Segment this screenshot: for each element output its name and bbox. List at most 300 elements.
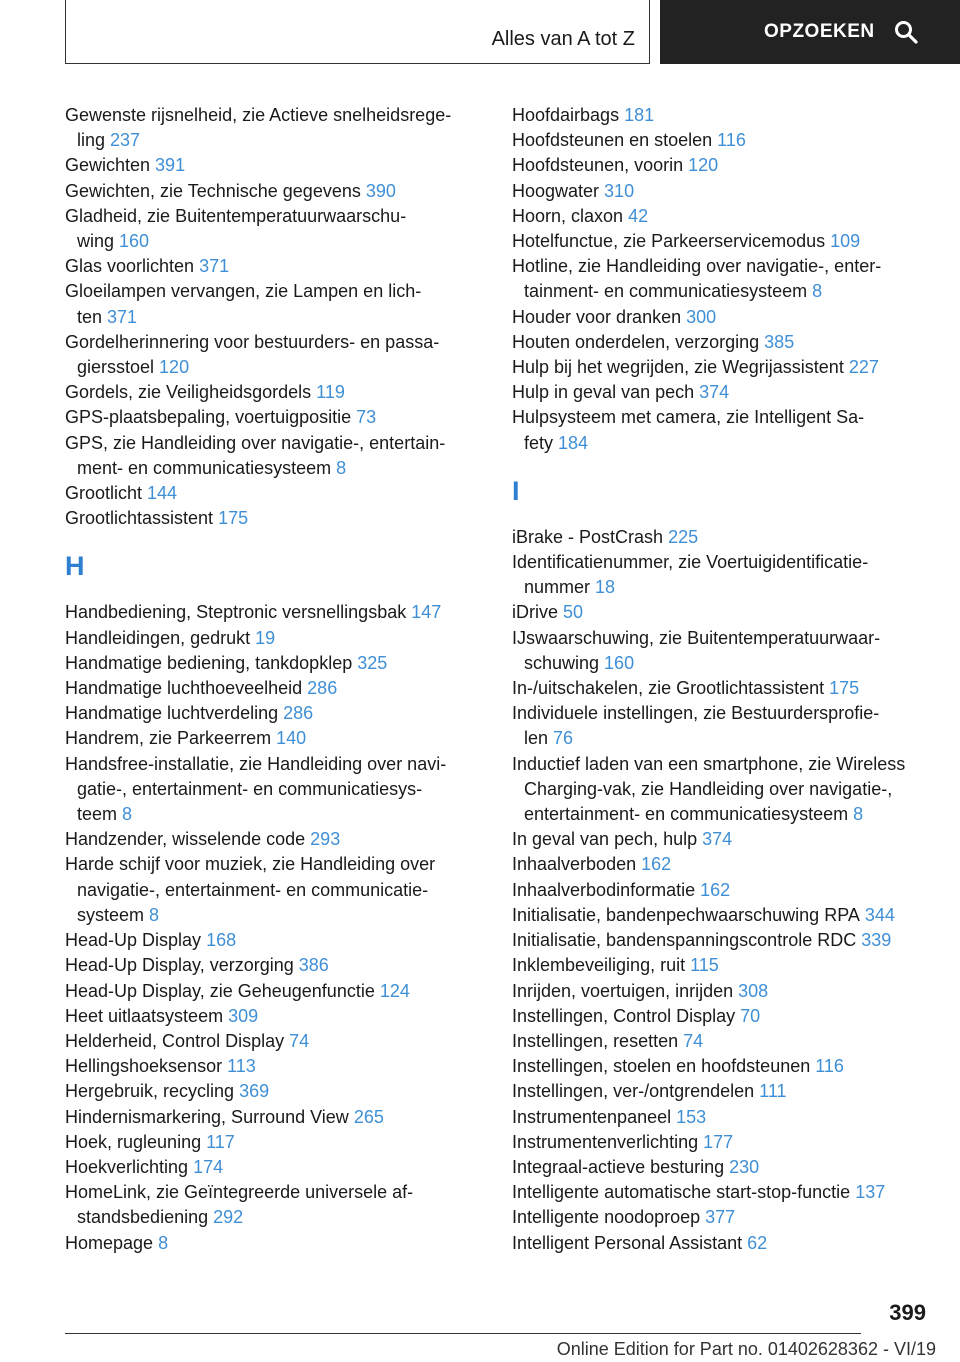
- page-link[interactable]: 8: [336, 457, 347, 478]
- page-link[interactable]: 147: [411, 602, 442, 623]
- index-entry-line: [512, 777, 932, 802]
- page-link[interactable]: 162: [641, 854, 672, 875]
- index-entry: [65, 330, 480, 380]
- index-entry-line: [65, 456, 480, 481]
- index-entry: [512, 254, 932, 304]
- page-link[interactable]: 227: [848, 357, 879, 378]
- index-entry-line: [65, 128, 480, 153]
- page-link[interactable]: 286: [307, 678, 338, 699]
- index-entry-text: Hindernismarkering, Surround View: [65, 1106, 349, 1127]
- page-link[interactable]: 230: [729, 1156, 760, 1177]
- index-entry-text: Head-Up Display: [65, 930, 202, 951]
- index-entry-text: Gloeilampen vervangen, zie Lampen en lich-: [65, 281, 422, 302]
- page-link[interactable]: 237: [110, 130, 141, 151]
- page-link[interactable]: 177: [703, 1131, 734, 1152]
- index-entry-text: tainment- en communicatiesysteem: [524, 281, 808, 302]
- index-entry-line: [65, 928, 480, 953]
- page-link[interactable]: 50: [563, 602, 584, 623]
- index-entry-text: len: [524, 728, 549, 749]
- index-entry: [65, 279, 480, 329]
- index-entry-line: [512, 626, 932, 651]
- index-entry: [65, 405, 480, 430]
- index-entry: [512, 204, 932, 229]
- index-entry-text: Instellingen, Control Display: [512, 1005, 736, 1026]
- index-entry-line: [512, 953, 932, 978]
- index-entry-text: Handsfree-installatie, zie Handleiding over navi-: [65, 753, 447, 774]
- index-entry-line: [65, 1205, 480, 1230]
- index-entry: [512, 1079, 932, 1104]
- index-entry-line: [512, 254, 932, 279]
- index-entry-text: Grootlicht: [65, 483, 143, 504]
- page-link[interactable]: 168: [206, 930, 237, 951]
- index-entry: [512, 979, 932, 1004]
- index-entry-text: Handbediening, Steptronic versnellingsbak: [65, 602, 407, 623]
- index-entry: [512, 1231, 932, 1256]
- index-entry: [512, 626, 932, 676]
- page-link[interactable]: 160: [604, 652, 635, 673]
- index-entry-text: In geval van pech, hulp: [512, 829, 698, 850]
- index-entry-line: [512, 405, 932, 430]
- index-entry-text: Glas voorlichten: [65, 256, 195, 277]
- index-entry-line: [512, 525, 932, 550]
- index-entry-line: [512, 380, 932, 405]
- page-link[interactable]: 339: [861, 930, 892, 951]
- index-entry-line: [512, 701, 932, 726]
- index-entry: [512, 827, 932, 852]
- index-entry-line: [65, 676, 480, 701]
- index-entry: [65, 103, 480, 153]
- index-entry-line: [512, 1105, 932, 1130]
- index-entry-text: GPS, zie Handleiding over navigatie-, entertain-: [65, 432, 446, 453]
- page-link[interactable]: 120: [688, 155, 719, 176]
- page-link[interactable]: 137: [855, 1182, 886, 1203]
- index-entry: [512, 878, 932, 903]
- index-entry-line: [65, 330, 480, 355]
- page-link[interactable]: 371: [107, 306, 138, 327]
- index-entry-line: [65, 852, 480, 877]
- index-entry: [512, 550, 932, 600]
- page-link[interactable]: 76: [553, 728, 574, 749]
- index-entry-line: [65, 878, 480, 903]
- index-entry-line: [65, 979, 480, 1004]
- index-entry: [512, 405, 932, 455]
- page-link[interactable]: 374: [699, 382, 730, 403]
- page-link[interactable]: 181: [624, 105, 655, 125]
- index-entry-line: [512, 1180, 932, 1205]
- page-link[interactable]: 344: [864, 904, 895, 925]
- index-entry-line: [512, 1029, 932, 1054]
- index-entry-text: HomeLink, zie Geïntegreerde universele af-: [65, 1182, 414, 1203]
- index-entry: [512, 179, 932, 204]
- index-entry: [65, 1180, 480, 1230]
- index-entry-text: Inrijden, voertuigen, inrijden: [512, 980, 734, 1001]
- index-entry-text: Hellingshoeksensor: [65, 1056, 223, 1077]
- index-entry: [65, 1105, 480, 1130]
- index-column-left: [65, 103, 480, 1256]
- index-entry: [512, 355, 932, 380]
- index-entry-line: [512, 1205, 932, 1230]
- index-entry: [512, 701, 932, 751]
- index-entry-text: Hoofdsteunen en stoelen: [512, 130, 713, 151]
- footer-divider: [65, 1333, 861, 1334]
- section-letter: I: [512, 475, 520, 506]
- index-entry-line: [65, 1004, 480, 1029]
- index-entry-text: Hulpsysteem met camera, zie Intelligent Sa-: [512, 407, 865, 428]
- index-entry-text: fety: [524, 432, 554, 453]
- index-entry-line: [65, 827, 480, 852]
- index-entry-text: Homepage: [65, 1232, 154, 1253]
- page-link[interactable]: 265: [353, 1106, 384, 1127]
- page-link[interactable]: 325: [357, 652, 388, 673]
- index-entry-text: Hoorn, claxon: [512, 205, 624, 226]
- index-entry-text: Gladheid, zie Buitentemperatuurwaarschu-: [65, 205, 407, 226]
- page-link[interactable]: 162: [700, 879, 731, 900]
- index-entry: [512, 1105, 932, 1130]
- page-link[interactable]: 374: [702, 829, 733, 850]
- index-entry-text: Houder voor dranken: [512, 306, 682, 327]
- index-entry-text: iBrake - PostCrash: [512, 526, 664, 547]
- index-entry-line: [65, 355, 480, 380]
- page-link[interactable]: 310: [604, 180, 635, 201]
- index-entry-line: [512, 128, 932, 153]
- index-entry-text: Hotelfunctue, zie Parkeerservicemodus: [512, 231, 826, 252]
- page-link[interactable]: 175: [218, 508, 249, 529]
- index-entry-line: [512, 600, 932, 625]
- index-entry-text: iDrive: [512, 602, 559, 623]
- index-entry-line: [512, 1231, 932, 1256]
- index-entry-line: [65, 903, 480, 928]
- page-link[interactable]: 175: [829, 678, 860, 699]
- index-entry-line: [512, 575, 932, 600]
- index-entry-text: Harde schijf voor muziek, zie Handleiding over: [65, 854, 436, 875]
- index-entry-text: Helderheid, Control Display: [65, 1030, 285, 1051]
- index-entry-text: Instrumentenverlichting: [512, 1131, 699, 1152]
- index-entry: [65, 979, 480, 1004]
- index-entry-text: teem: [77, 804, 118, 825]
- index-entry-text: Hergebruik, recycling: [65, 1081, 235, 1102]
- search-icon: [893, 19, 919, 45]
- index-entry: [512, 600, 932, 625]
- page-link[interactable]: 73: [356, 407, 377, 428]
- index-entry: [65, 1029, 480, 1054]
- index-entry-text: Hotline, zie Handleiding over navigatie-, enter-: [512, 256, 882, 277]
- page-link[interactable]: 386: [298, 955, 329, 976]
- page-link[interactable]: 115: [690, 955, 719, 976]
- index-entry: [65, 726, 480, 751]
- index-entry-text: schuwing: [524, 652, 600, 673]
- index-entry-line: [65, 1105, 480, 1130]
- page-link[interactable]: 111: [759, 1081, 787, 1102]
- index-entry-text: giersstoel: [77, 357, 155, 378]
- page-link[interactable]: 385: [764, 331, 795, 352]
- index-entry: [65, 676, 480, 701]
- index-entry-line: [65, 229, 480, 254]
- page-link[interactable]: 309: [228, 1005, 259, 1026]
- index-entry: [512, 153, 932, 178]
- page-link[interactable]: 292: [213, 1207, 244, 1228]
- index-entry-text: Instellingen, resetten: [512, 1030, 679, 1051]
- page-link[interactable]: 390: [365, 180, 396, 201]
- page-link[interactable]: 117: [206, 1131, 235, 1152]
- index-entry-line: [65, 279, 480, 304]
- index-entry: [65, 928, 480, 953]
- index-entry: [65, 1004, 480, 1029]
- page-link[interactable]: 18: [595, 577, 616, 598]
- index-entry: [65, 1079, 480, 1104]
- index-entry-text: systeem: [77, 904, 145, 925]
- page-number: 399: [889, 1300, 926, 1325]
- footer-edition-text: Online Edition for Part no. 01402628362 - VI/19: [556, 1339, 936, 1359]
- page-link[interactable]: 8: [122, 804, 133, 825]
- index-entry: [65, 1231, 480, 1256]
- index-entry: [512, 903, 932, 928]
- index-entry: [512, 852, 932, 877]
- index-entry-text: Handmatige luchtverdeling: [65, 703, 279, 724]
- index-entry-line: [65, 651, 480, 676]
- page-link[interactable]: 116: [815, 1056, 844, 1077]
- index-entry: [512, 953, 932, 978]
- index-entry-line: [512, 928, 932, 953]
- index-entry-text: In-/uitschakelen, zie Grootlichtassistent: [512, 678, 825, 699]
- index-entry-text: Hoofdsteunen, voorin: [512, 155, 684, 176]
- index-entry-line: [65, 506, 480, 531]
- index-entry-line: [65, 380, 480, 405]
- page-link[interactable]: 8: [158, 1232, 169, 1253]
- index-entry-line: [65, 153, 480, 178]
- index-entry-line: [512, 726, 932, 751]
- index-entry-line: [512, 431, 932, 456]
- index-entry: [65, 651, 480, 676]
- page-link[interactable]: 70: [740, 1005, 761, 1026]
- page-link[interactable]: 184: [558, 432, 589, 453]
- index-entry-line: [512, 355, 932, 380]
- page-link[interactable]: 42: [628, 205, 649, 226]
- page-link[interactable]: 109: [830, 231, 861, 252]
- page-link[interactable]: 174: [193, 1156, 224, 1177]
- index-entry: [512, 1130, 932, 1155]
- index-entry-text: Handzender, wisselende code: [65, 829, 306, 850]
- index-entry-text: Gewenste rijsnelheid, zie Actieve snelheidsrege-: [65, 105, 452, 125]
- index-entry-text: standsbediening: [77, 1207, 209, 1228]
- index-entry-text: IJswaarschuwing, zie Buitentemperatuurwaar-: [512, 627, 881, 648]
- page-link[interactable]: 8: [853, 804, 864, 825]
- index-entry-text: GPS-plaatsbepaling, voertuigpositie: [65, 407, 352, 428]
- index-entry-text: Handmatige luchthoeveelheid: [65, 678, 303, 699]
- page-title: Alles van A tot Z: [491, 28, 635, 50]
- page-link[interactable]: 153: [676, 1106, 707, 1127]
- index-entry-text: Initialisatie, bandenspanningscontrole RDC: [512, 930, 857, 951]
- index-entry-line: [65, 1054, 480, 1079]
- index-entry-text: Hoogwater: [512, 180, 600, 201]
- index-entry-line: [512, 1130, 932, 1155]
- page-link[interactable]: 113: [227, 1056, 256, 1077]
- index-entry-text: Gordels, zie Veiligheidsgordels: [65, 382, 312, 403]
- index-entry: [65, 626, 480, 651]
- page-link[interactable]: 369: [239, 1081, 270, 1102]
- index-entry-line: [512, 979, 932, 1004]
- index-entry-line: [512, 676, 932, 701]
- index-entry-text: Inhaalverboden: [512, 854, 637, 875]
- index-entry: [512, 928, 932, 953]
- page-link[interactable]: 124: [379, 980, 410, 1001]
- index-entry-line: [65, 179, 480, 204]
- index-entry-text: Charging-vak, zie Handleiding over navigatie-,: [524, 778, 893, 799]
- index-entry-line: [65, 305, 480, 330]
- page-link[interactable]: 119: [316, 382, 345, 403]
- index-entry-line: [512, 1155, 932, 1180]
- index-entry-line: [512, 204, 932, 229]
- index-entry-line: [512, 903, 932, 928]
- page-link[interactable]: 8: [149, 904, 160, 925]
- index-entry-line: [65, 953, 480, 978]
- index-entry-line: [65, 204, 480, 229]
- index-entry-text: Handmatige bediening, tankdopklep: [65, 652, 353, 673]
- page-link[interactable]: 144: [147, 483, 178, 504]
- index-entry-line: [65, 600, 480, 625]
- page-link[interactable]: 371: [199, 256, 230, 277]
- index-entry-line: [65, 626, 480, 651]
- index-entry: [512, 305, 932, 330]
- index-entry-text: Intelligent Personal Assistant: [512, 1232, 743, 1253]
- index-entry-text: Hoek, rugleuning: [65, 1131, 202, 1152]
- search-button[interactable]: [660, 0, 960, 64]
- index-entry: [65, 827, 480, 852]
- section-letter: H: [65, 551, 85, 582]
- index-entry: [512, 1155, 932, 1180]
- index-entry-line: [65, 1180, 480, 1205]
- index-entry-line: [65, 431, 480, 456]
- index-entry-text: ment- en communicatiesysteem: [77, 457, 332, 478]
- index-entry: [65, 179, 480, 204]
- index-entry-text: Gewichten: [65, 155, 151, 176]
- index-entry-text: Head-Up Display, zie Geheugenfunctie: [65, 980, 375, 1001]
- index-entry-text: Hoekverlichting: [65, 1156, 189, 1177]
- index-entry-text: ling: [77, 130, 106, 151]
- page-link[interactable]: 225: [668, 526, 699, 547]
- page-link[interactable]: 300: [686, 306, 717, 327]
- index-entry: [512, 380, 932, 405]
- page-link[interactable]: 116: [717, 130, 746, 151]
- index-entry-line: [512, 1004, 932, 1029]
- page-link[interactable]: 8: [812, 281, 823, 302]
- index-entry-text: Intelligente noodoproep: [512, 1207, 701, 1228]
- index-entry-line: [65, 1079, 480, 1104]
- index-entry: [512, 1029, 932, 1054]
- index-entry: [65, 1155, 480, 1180]
- index-entry: [512, 1205, 932, 1230]
- index-entry: [65, 1054, 480, 1079]
- index-entry-line: [512, 1054, 932, 1079]
- index-entry-text: Gewichten, zie Technische gegevens: [65, 180, 361, 201]
- index-entry: [65, 254, 480, 279]
- index-entry: [65, 481, 480, 506]
- index-entry-text: Instellingen, ver-/ontgrendelen: [512, 1081, 755, 1102]
- index-entry: [512, 1054, 932, 1079]
- index-entry: [512, 330, 932, 355]
- index-entry-line: [512, 878, 932, 903]
- page-link[interactable]: 62: [747, 1232, 768, 1253]
- index-entry-text: Hulp bij het wegrijden, zie Wegrijassistent: [512, 357, 844, 378]
- index-entry-text: navigatie-, entertainment- en communicatie-: [77, 879, 429, 900]
- index-entry-line: [512, 103, 932, 128]
- index-entry-text: Intelligente automatische start-stop-functie: [512, 1182, 851, 1203]
- index-entry-line: [65, 1130, 480, 1155]
- page-link[interactable]: 377: [705, 1207, 736, 1228]
- index-entry-line: [512, 153, 932, 178]
- index-entry-text: Identificatienummer, zie Voertuigidentificatie-: [512, 552, 869, 573]
- index-entry-line: [65, 701, 480, 726]
- page-link[interactable]: 140: [276, 728, 307, 749]
- index-entry: [512, 676, 932, 701]
- index-entry: [512, 752, 932, 828]
- index-entry-line: [512, 229, 932, 254]
- index-entry-text: Gordelherinnering voor bestuurders- en passa-: [65, 331, 440, 352]
- page-link[interactable]: 160: [119, 231, 150, 252]
- index-entry-line: [512, 802, 932, 827]
- index-entry-line: [65, 1029, 480, 1054]
- index-entry-line: [512, 279, 932, 304]
- index-entry-line: [512, 330, 932, 355]
- index-entry-text: Inhaalverbodinformatie: [512, 879, 696, 900]
- index-entry-line: [512, 651, 932, 676]
- index-entry-text: Grootlichtassistent: [65, 508, 214, 529]
- index-entry: [512, 128, 932, 153]
- index-entry-text: wing: [77, 231, 115, 252]
- index-entry-text: Individuele instellingen, zie Bestuurdersprofie-: [512, 703, 880, 724]
- index-entry: [65, 600, 480, 625]
- page-link[interactable]: 308: [738, 980, 769, 1001]
- index-entry-text: Hoofdairbags: [512, 105, 620, 125]
- page-link[interactable]: 74: [683, 1030, 704, 1051]
- index-entry-line: [65, 1231, 480, 1256]
- index-entry-line: [512, 852, 932, 877]
- page-link[interactable]: 74: [289, 1030, 310, 1051]
- index-entry-text: Instellingen, stoelen en hoofdsteunen: [512, 1056, 811, 1077]
- page-link[interactable]: 19: [255, 627, 276, 648]
- index-entry-text: Initialisatie, bandenpechwaarschuwing RPA: [512, 904, 860, 925]
- index-entry-line: [65, 254, 480, 279]
- index-entry: [65, 153, 480, 178]
- index-entry-text: Heet uitlaatsysteem: [65, 1005, 224, 1026]
- index-entry-line: [512, 305, 932, 330]
- index-entry-text: Houten onderdelen, verzorging: [512, 331, 760, 352]
- index-entry-line: [65, 1155, 480, 1180]
- index-entry: [512, 1004, 932, 1029]
- index-entry-line: [512, 550, 932, 575]
- index-entry-line: [65, 802, 480, 827]
- index-entry-text: Inductief laden van een smartphone, zie Wireless: [512, 753, 906, 774]
- index-entry: [65, 1130, 480, 1155]
- index-entry-line: [65, 777, 480, 802]
- index-entry-text: Hulp in geval van pech: [512, 382, 695, 403]
- index-entry: [65, 506, 480, 531]
- index-entry: [512, 229, 932, 254]
- index-entry-text: gatie-, entertainment- en communicatiesys-: [77, 778, 423, 799]
- index-entry-line: [65, 752, 480, 777]
- index-entry-text: ten: [77, 306, 103, 327]
- index-entry-text: Head-Up Display, verzorging: [65, 955, 294, 976]
- page-link[interactable]: 120: [159, 357, 190, 378]
- page-link[interactable]: 286: [283, 703, 314, 724]
- page-link[interactable]: 391: [155, 155, 186, 176]
- header-bar: [65, 0, 650, 64]
- index-entry-text: Inklembeveiliging, ruit: [512, 955, 686, 976]
- index-entry-line: [65, 481, 480, 506]
- page-link[interactable]: 293: [310, 829, 341, 850]
- index-column-right: [512, 103, 932, 1256]
- index-entry: [65, 752, 480, 828]
- index-entry-line: [65, 103, 480, 128]
